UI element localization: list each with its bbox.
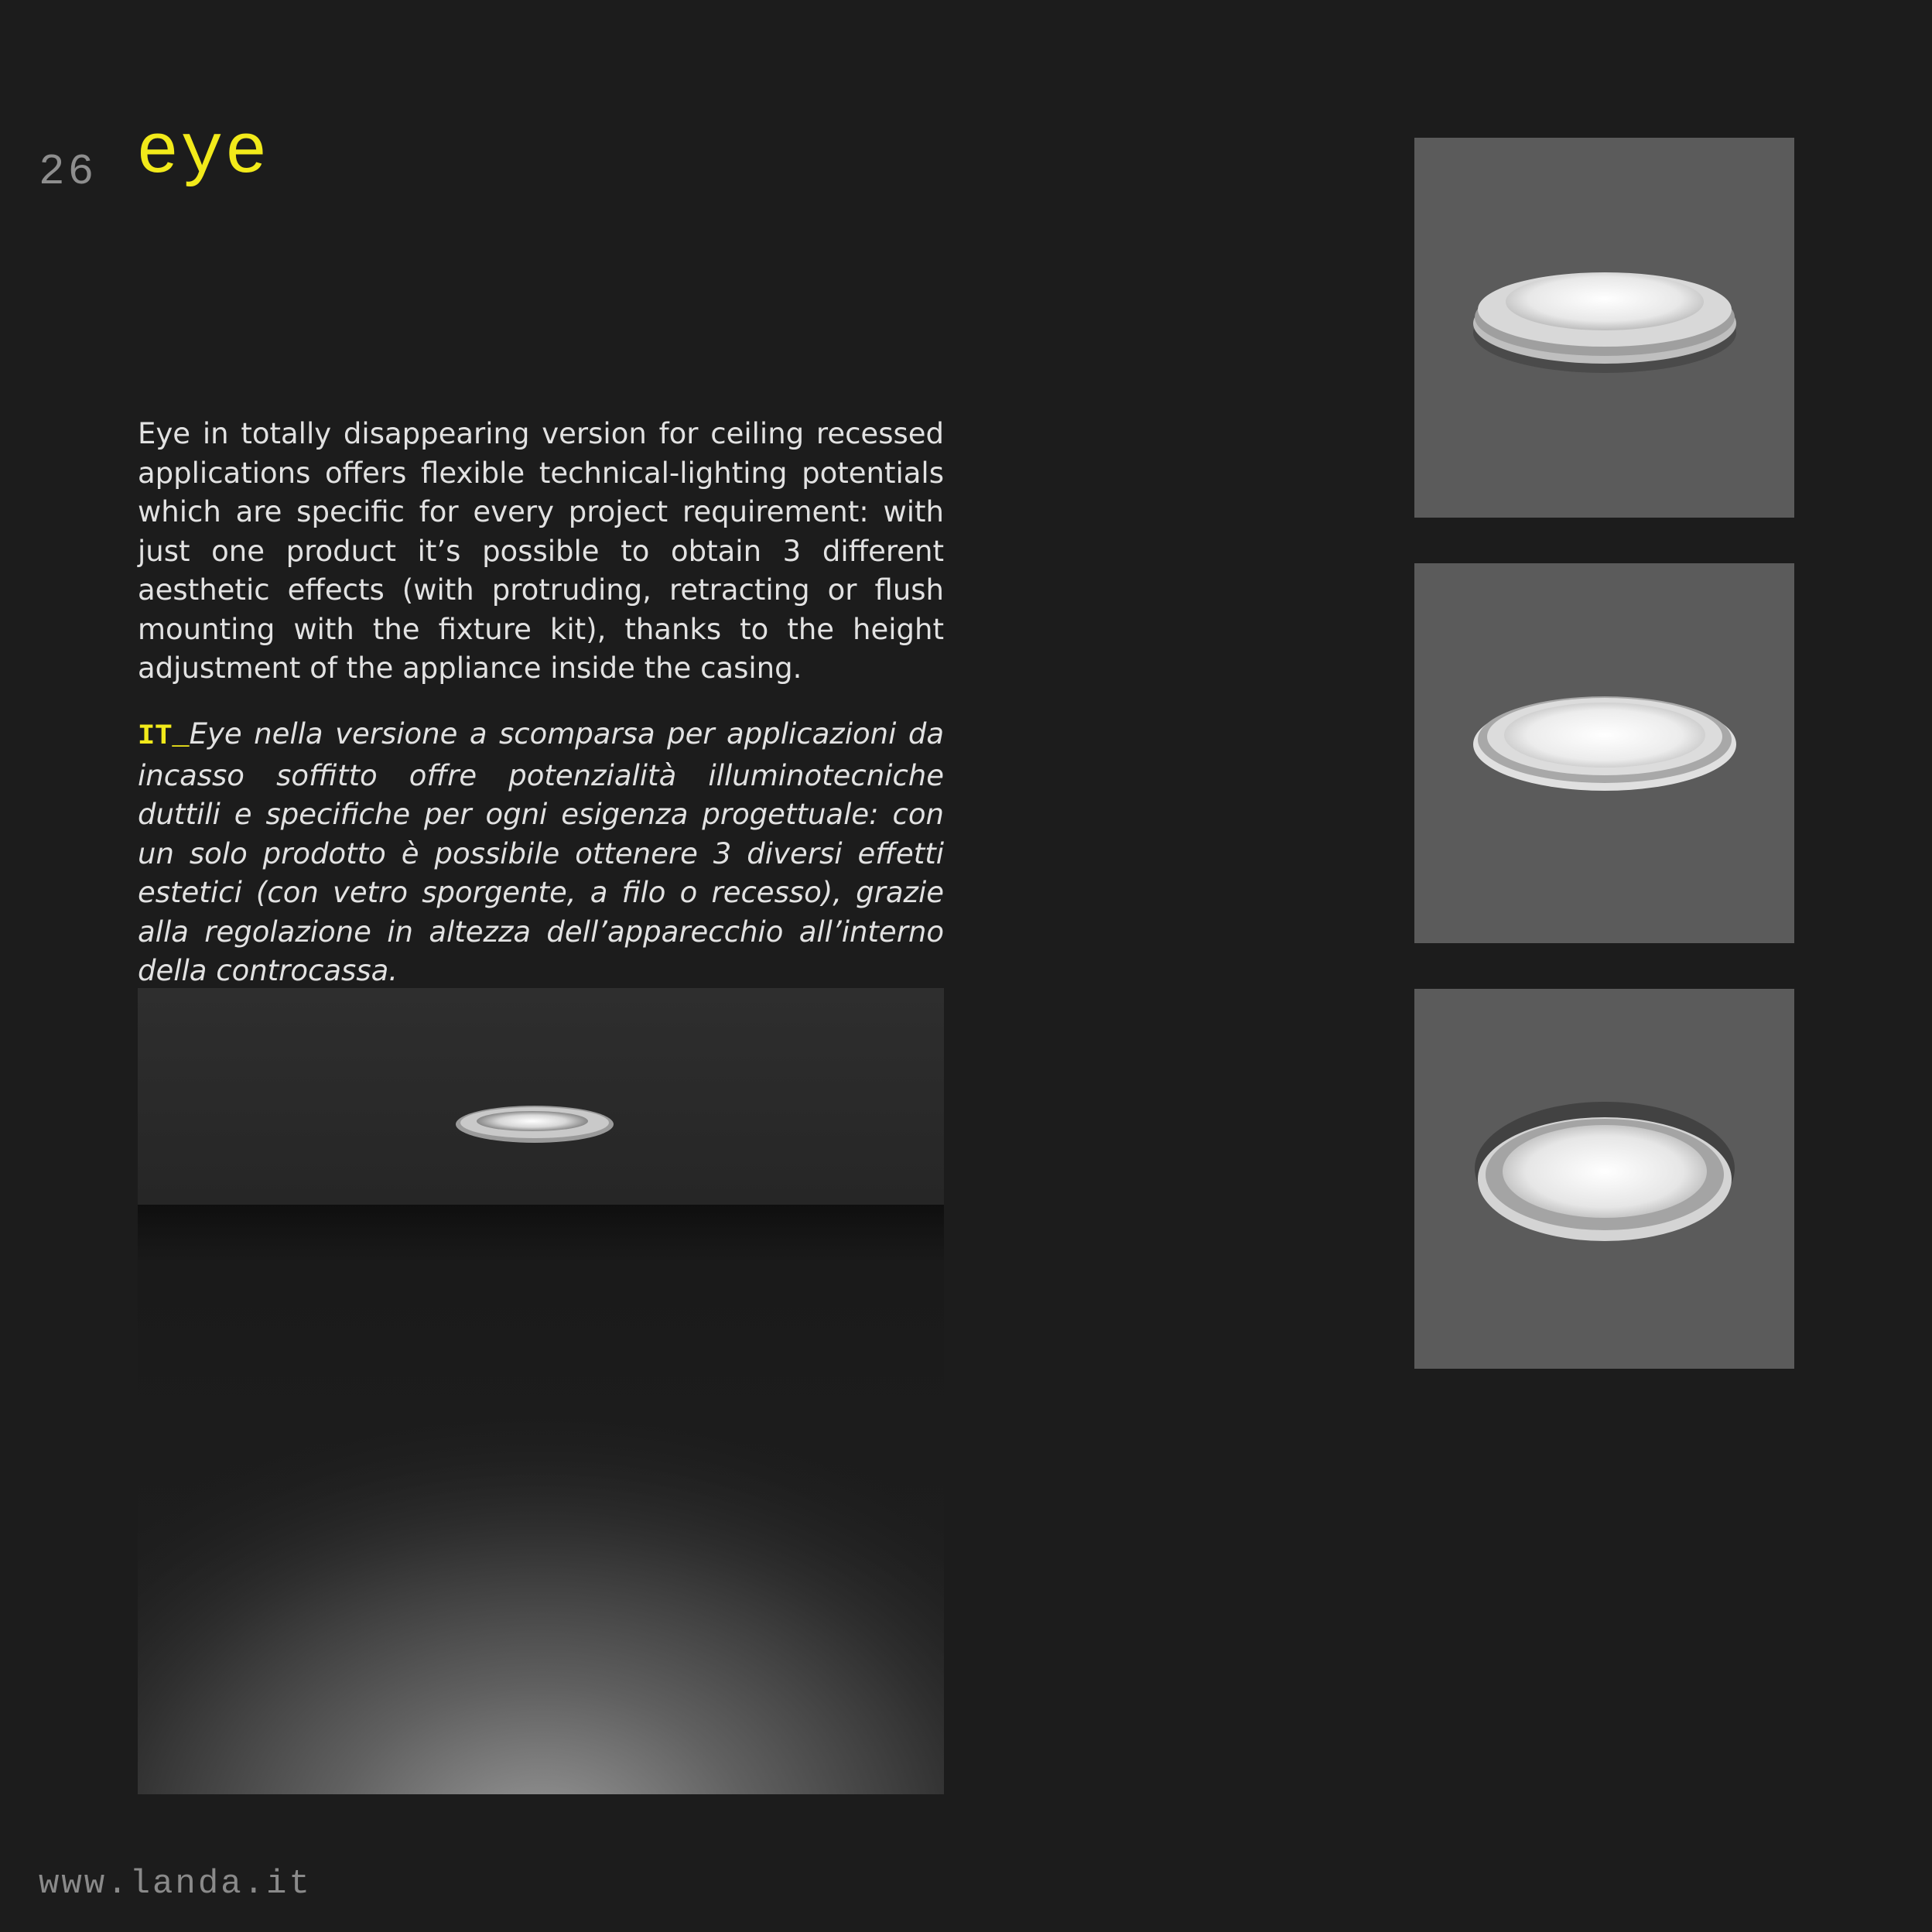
description-italian [138, 715, 944, 991]
description-english: Eye in totally disappearing version for ceiling recessed applications offers flexible technical-lighting potentials which are specific for every project requirement: with just one product it’s possible to obtain 3 different aesthetic effects (with protruding, retracting or flush mounting with the fixture kit), thanks to the height adjustment of the appliance inside the casing. [138, 417, 944, 685]
installation-photo [138, 988, 944, 1794]
fixture-on-ceiling [456, 1106, 614, 1143]
page-number: 26 [39, 147, 97, 197]
description-italian-text: Eye nella versione a scomparsa per applicazioni da incasso soffitto offre potenzialità illuminotecniche duttili e specifiche per ogni esigenza progettuale: con un solo prodotto è possibile ottenere 3 diversi effetti estetici (con vetro sporgente, a filo o recesso), grazie alla regolazione in altezza dell’apparecchio all’interno della controcassa. [138, 717, 944, 987]
recessed-mount-photo [1414, 989, 1794, 1369]
product-title: eye [136, 112, 269, 193]
protruding-mount-photo [1414, 138, 1794, 518]
website-url: www.landa.it [39, 1865, 312, 1903]
language-prefix: IT_ [138, 720, 190, 753]
flush-mount-photo [1414, 563, 1794, 943]
